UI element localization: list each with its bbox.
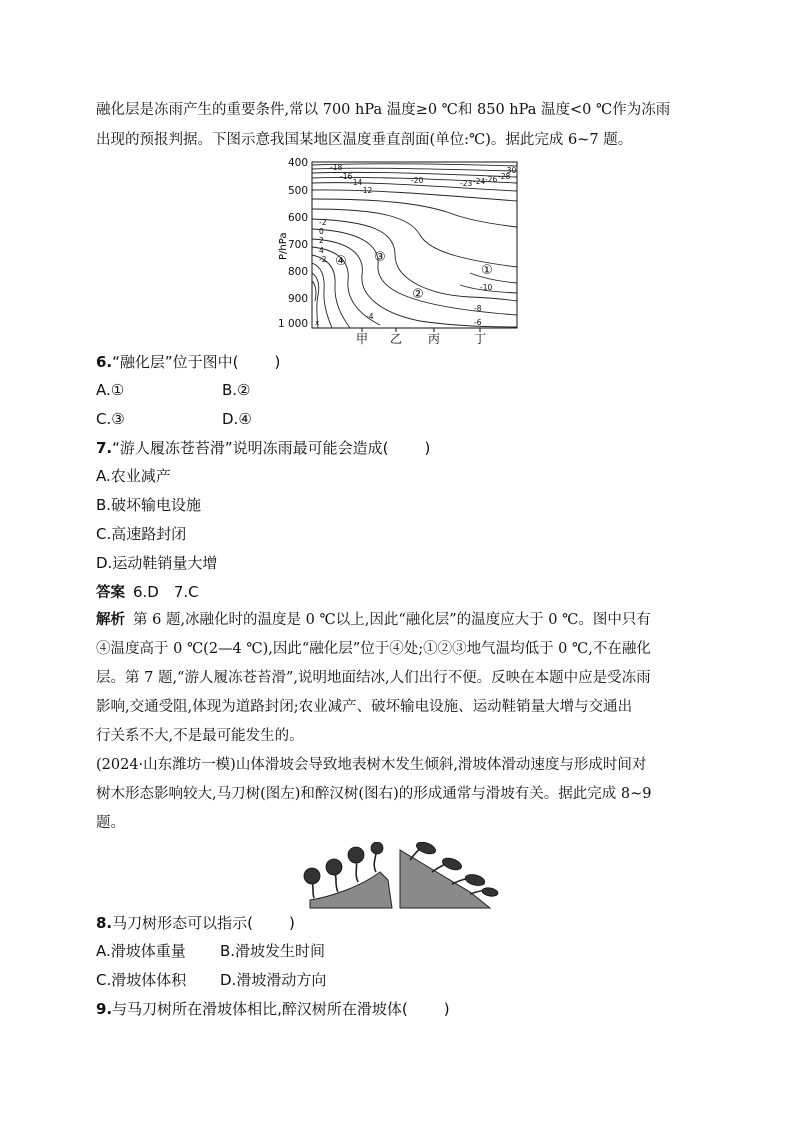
region-marker: ②: [412, 287, 424, 302]
isotherm-label: -24: [473, 177, 486, 186]
explanation-line-1: [96, 610, 651, 630]
intro2-line-1: (2024·山东潍坊一模)山体滑坡会导致地表树木发生倾斜,滑坡体滑动速度与形成时间对: [96, 757, 647, 773]
q6-option-b[interactable]: B.②: [222, 381, 251, 399]
isotherm-label: -4: [366, 312, 374, 321]
isotherm-label: -20: [411, 176, 424, 185]
landslide-trees-figure: [300, 842, 500, 912]
intro-line-1: 融化层是冻雨产生的重要条件,常以 700 hPa 温度≥0 ℃和 850 hPa 温度<0 ℃作为冻雨: [96, 102, 671, 118]
isotherm-label: -12: [360, 186, 373, 195]
q9-number: 9.: [96, 1000, 113, 1018]
explanation-line-5: 行关系不大,不是最可能发生的。: [96, 728, 304, 744]
left-slope: [310, 872, 392, 908]
y-tick: 400: [287, 157, 308, 169]
isotherm-label: -2: [319, 255, 327, 264]
isotherm-label: -8: [474, 304, 482, 313]
isotherm-label: 4: [319, 246, 324, 255]
isotherm-label: -10: [480, 283, 493, 292]
q7-stem: [96, 438, 430, 458]
q8-option-d[interactable]: D.滑坡滑动方向: [220, 971, 327, 989]
y-tick: 600: [287, 212, 308, 224]
svg-text:x: x: [315, 319, 320, 327]
y-tick: 500: [287, 185, 308, 197]
explanation-text-1: 第 6 题,冰融化时的温度是 0 ℃以上,因此“融化层”的温度应大于 0 ℃。图中只有: [133, 612, 651, 628]
explanation-line-2: ④温度高于 0 ℃(2—4 ℃),因此“融化层”位于④处;①②③地气温均低于 0 ℃,不在融化: [96, 641, 651, 657]
isotherm-label: -14: [350, 178, 363, 187]
isotherms: [312, 164, 517, 328]
q6-option-d[interactable]: D.④: [222, 410, 252, 428]
isotherm-label: 2: [319, 236, 324, 245]
y-tick: 900: [287, 293, 308, 305]
intro2-line-3: 题。: [96, 815, 125, 831]
q7-option-b[interactable]: B.破坏输电设施: [96, 496, 202, 514]
q9-close: ): [443, 1000, 450, 1018]
answer-line: [96, 582, 199, 603]
explanation-label: 解析: [96, 612, 125, 628]
q8-stem: [96, 913, 295, 933]
intro2-line-2: 树木形态影响较大,马刀树(图左)和醉汉树(图右)的形成通常与滑坡有关。据此完成 8~9: [96, 786, 652, 802]
q6-option-a[interactable]: A.①: [96, 381, 125, 399]
intro-line-2: 出现的预报判据。下图示意我国某地区温度垂直剖面(单位:℃)。据此完成 6~7 题。: [96, 132, 633, 148]
y-tick: 800: [287, 266, 308, 278]
explanation-line-3: 层。第 7 题,“游人履冻苍苔滑”,说明地面结冰,人们出行不便。反映在本题中应是受冻雨: [96, 670, 651, 686]
answer-label: 答案: [96, 585, 125, 601]
q9-stem: [96, 999, 450, 1019]
q9-text: 与马刀树所在滑坡体相比,醉汉树所在滑坡体(: [112, 1000, 408, 1018]
q8-option-c[interactable]: C.滑坡体体积: [96, 971, 187, 989]
isotherm-label: 0: [319, 227, 324, 236]
region-marker: ③: [374, 250, 386, 265]
x-tick: 乙: [389, 332, 403, 345]
q8-number: 8.: [96, 914, 113, 932]
q6-option-c[interactable]: C.③: [96, 410, 125, 428]
temperature-profile-figure: [270, 155, 520, 345]
q6-text: “融化层”位于图中(: [112, 353, 239, 371]
explanation-line-4: 影响,交通受阻,体现为道路封闭;农业减产、破坏输电设施、运动鞋销量大增与交通出: [96, 699, 633, 715]
x-tick: 丙: [427, 332, 441, 345]
q8-option-b[interactable]: B.滑坡发生时间: [220, 942, 326, 960]
y-tick: 700: [287, 239, 308, 251]
q7-number: 7.: [96, 439, 113, 457]
region-marker: ④: [335, 254, 347, 269]
q8-text: 马刀树形态可以指示(: [112, 914, 253, 932]
x-tick: 甲: [355, 332, 369, 345]
q8-close: ): [289, 914, 295, 932]
q7-close: ): [424, 439, 431, 457]
isotherm-label: -16: [340, 172, 353, 181]
q6-number: 6.: [96, 353, 113, 371]
q8-option-a[interactable]: A.滑坡体重量: [96, 942, 186, 960]
x-ticks: [356, 332, 486, 345]
q7-option-c[interactable]: C.高速路封闭: [96, 525, 187, 543]
q6-stem: [96, 352, 280, 372]
isotherm-label: -26: [485, 175, 498, 184]
isotherm-label: -18: [330, 163, 343, 172]
q6-close: ): [274, 353, 281, 371]
isotherm-label: -6: [474, 318, 482, 327]
isotherm-label: -2: [319, 218, 327, 227]
q7-option-a[interactable]: A.农业减产: [96, 467, 171, 485]
isotherm-label: -30: [504, 166, 517, 175]
y-axis-label: P/hPa: [278, 232, 289, 260]
answer-text: 6.D 7.C: [133, 583, 199, 601]
q7-option-d[interactable]: D.运动鞋销量大增: [96, 554, 218, 572]
isotherm-label: -28: [498, 172, 511, 181]
y-tick: 1 000: [277, 318, 308, 330]
x-tick: 丁: [473, 332, 487, 345]
region-marker: ①: [481, 263, 493, 278]
q7-text: “游人履冻苍苔滑”说明冻雨最可能会造成(: [112, 439, 389, 457]
isotherm-label: -23: [460, 179, 473, 188]
